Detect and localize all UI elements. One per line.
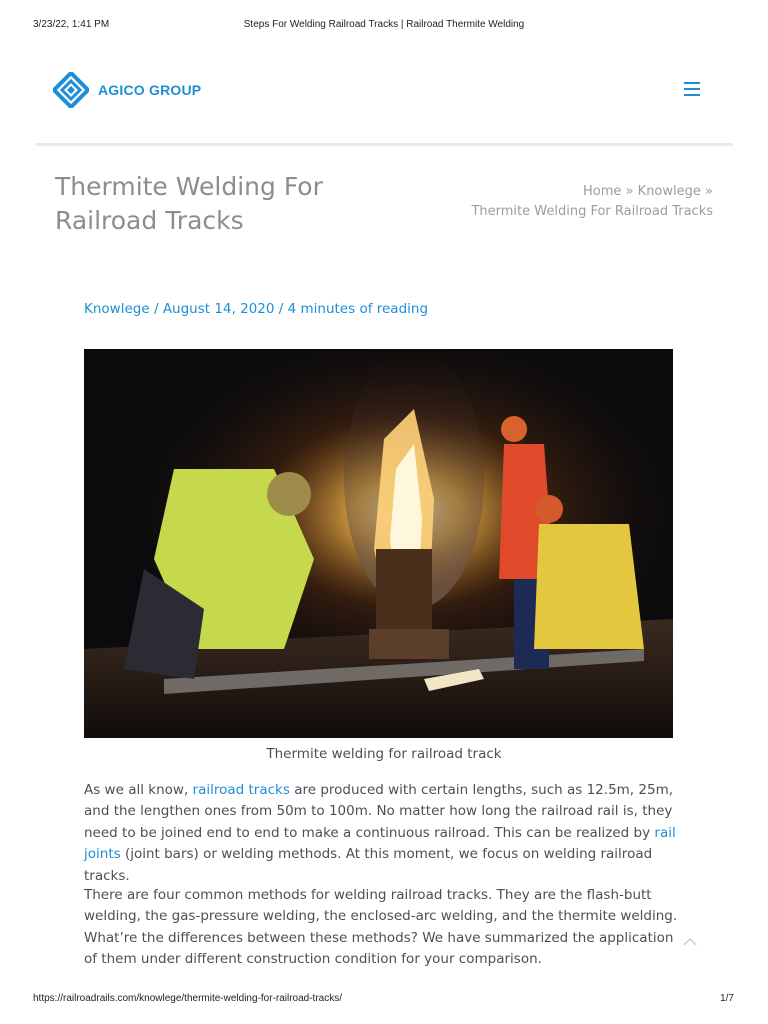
featured-image <box>84 349 673 738</box>
text-span: are produced with certain lengths, such as 12.5m, 25m, and the lengthen ones from 50m to 100m. No matter how long the railroad rail is, they need to be joined end to end to make a continuous railroad. This can be realized by <box>84 782 674 841</box>
breadcrumb-line-1 <box>471 182 713 202</box>
breadcrumb <box>471 182 713 222</box>
thermite-welding-photo <box>84 349 673 738</box>
reading-time: 4 minutes of reading <box>287 301 429 317</box>
meta-separator: / <box>278 301 284 317</box>
image-caption: Thermite welding for railroad track <box>266 746 502 762</box>
hamburger-menu-icon[interactable] <box>684 82 704 98</box>
post-date-link[interactable]: August 14, 2020 <box>162 301 275 317</box>
diamond-logo-icon[interactable] <box>53 72 89 108</box>
breadcrumb-separator: » <box>625 184 634 199</box>
header-divider <box>36 143 733 146</box>
post-category-link[interactable]: Knowlege <box>84 301 150 317</box>
breadcrumb-separator: » <box>705 184 713 199</box>
print-url: https://railroadrails.com/knowlege/thermite-welding-for-railroad-tracks/ <box>33 993 342 1004</box>
breadcrumb-category-link[interactable]: Knowlege <box>637 184 701 199</box>
article-paragraph-1 <box>84 780 688 887</box>
print-datetime: 3/23/22, 1:41 PM <box>33 19 110 30</box>
meta-separator: / <box>153 301 159 317</box>
chevron-up-icon[interactable] <box>682 936 698 948</box>
rail-joints-link[interactable]: rail joints <box>84 824 676 863</box>
page-title: Thermite Welding For Railroad Tracks <box>55 172 323 235</box>
print-page-number: 1/7 <box>720 993 734 1004</box>
menu-bar <box>684 88 700 90</box>
text-span: As we all know, <box>84 782 193 798</box>
article-paragraph-2: There are four common methods for welding railroad tracks. They are the flash-butt welding, the gas-pressure welding, the enclosed-arc welding, and the thermite welding. What’re the differences between these methods? We have summarized the application of them under different construction condition for your comparison. <box>84 887 678 968</box>
text-span: (joint bars) or welding methods. At this moment, we focus on welding railroad tracks. <box>84 846 653 884</box>
post-meta <box>84 301 428 317</box>
breadcrumb-home-link[interactable]: Home <box>583 184 622 199</box>
menu-bar <box>684 94 700 96</box>
breadcrumb-current: Thermite Welding For Railroad Tracks <box>471 204 713 219</box>
menu-bar <box>684 82 700 84</box>
print-page-title: Steps For Welding Railroad Tracks | Railroad Thermite Welding <box>243 19 525 30</box>
railroad-tracks-link[interactable]: railroad tracks <box>192 782 290 798</box>
brand-name[interactable]: AGICO GROUP <box>98 82 202 98</box>
